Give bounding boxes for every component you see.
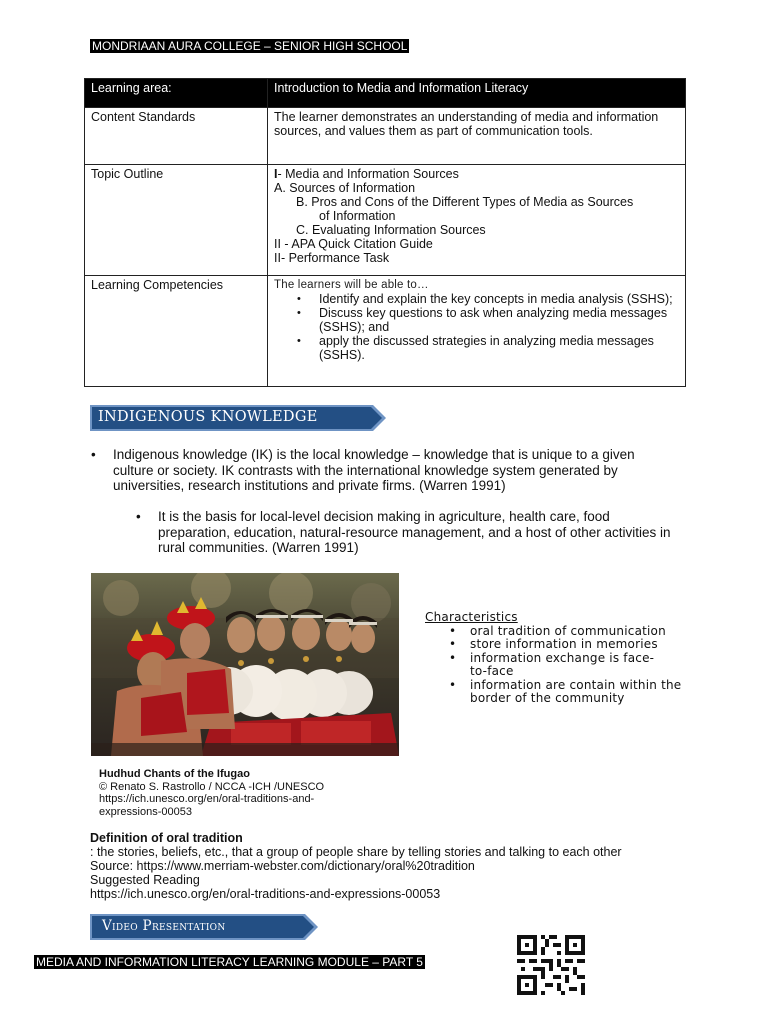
topic-line-5: II - APA Quick Citation Guide xyxy=(274,237,433,251)
caption-credit: © Renato S. Rastrollo / NCCA -ICH /UNESCO xyxy=(99,780,325,793)
competency-text: apply the discussed strategies in analyzing media messages (SSHS). xyxy=(319,334,654,362)
list-item xyxy=(425,679,700,706)
bullet-icon: • xyxy=(449,623,457,638)
bullet-icon: • xyxy=(449,650,457,665)
bullet-icon: • xyxy=(136,509,141,524)
ik-sub-paragraph-text: It is the basis for local-level decision making in agriculture, health care, food preparation, education, natural-resource management, and a host of other activities in rural communities. (Warren 1991) xyxy=(158,509,671,555)
topic-line-6: II- Performance Task xyxy=(274,251,390,265)
characteristic-text: information exchange is face-to-face xyxy=(470,650,655,678)
bullet-icon: • xyxy=(449,677,457,692)
video-presentation-banner xyxy=(90,914,319,940)
definition-text: : the stories, beliefs, etc., that a group of people share by telling stories and talking to each other xyxy=(90,845,622,859)
bullet-icon: • xyxy=(297,307,301,319)
definition-title: Definition of oral tradition xyxy=(90,831,243,845)
photo-caption xyxy=(99,768,369,818)
competencies-intro: The learners will be able to… xyxy=(274,279,429,291)
list-item xyxy=(274,334,679,362)
table-row-learning-area xyxy=(85,79,686,108)
competencies-cell xyxy=(268,276,686,387)
content-standards-value: The learner demonstrates an understanding of media and information sources, and values them as part of communication tools. xyxy=(268,108,686,165)
suggested-reading-link[interactable]: https://ich.unesco.org/en/oral-traditions-and-expressions-00053 xyxy=(90,887,441,901)
suggested-reading-label: Suggested Reading xyxy=(90,873,200,887)
characteristic-text: oral tradition of communication xyxy=(470,623,666,638)
topic-outline-label: Topic Outline xyxy=(85,165,268,276)
competencies-label: Learning Competencies xyxy=(85,276,268,387)
list-item xyxy=(425,652,660,679)
list-item xyxy=(274,306,679,334)
qr-code-icon[interactable] xyxy=(517,935,585,995)
school-header: MONDRIAAN AURA COLLEGE – SENIOR HIGH SCHOOL xyxy=(92,39,408,53)
topic-line-3: B. Pros and Cons of the Different Types of Media as Sources xyxy=(296,195,634,209)
list-item xyxy=(425,638,705,652)
list-item xyxy=(425,625,705,639)
content-standards-label: Content Standards xyxy=(85,108,268,165)
characteristics-list xyxy=(425,625,705,706)
ik-paragraph xyxy=(91,447,673,494)
table-row-topic-outline xyxy=(85,165,686,276)
table-row-content-standards xyxy=(85,108,686,165)
bullet-icon: • xyxy=(297,335,301,347)
characteristics-title: Characteristics xyxy=(425,610,518,624)
bullet-icon: • xyxy=(449,637,457,651)
competencies-list xyxy=(274,292,679,362)
competency-text: Identify and explain the key concepts in media analysis (SSHS); xyxy=(319,292,673,306)
bullet-icon: • xyxy=(91,447,96,462)
topic-line-1-text: - Media and Information Sources xyxy=(277,167,459,181)
definition-block xyxy=(90,831,690,901)
topic-outline-cell xyxy=(268,165,686,276)
characteristics-block xyxy=(425,611,705,706)
topic-line-1 xyxy=(274,167,679,181)
learning-area-value: Introduction to Media and Information Literacy xyxy=(268,79,686,108)
topic-line-3b: of Information xyxy=(319,209,396,223)
section-title: Video Presentation xyxy=(102,918,226,934)
hudhud-chanters-photo xyxy=(91,573,399,756)
section-title: INDIGENOUS KNOWLEDGE xyxy=(98,409,318,425)
ik-paragraph-text: Indigenous knowledge (IK) is the local knowledge – knowledge that is unique to a given culture or society. IK contrasts with the international knowledge system generated by universities, research institutions and private firms. (Warren 1991) xyxy=(113,447,635,493)
table-row-competencies xyxy=(85,276,686,387)
caption-link[interactable]: https://ich.unesco.org/en/oral-traditions-and-expressions-00053 xyxy=(99,793,315,818)
bullet-icon: • xyxy=(297,293,301,305)
characteristic-text: information are contain within the border of the community xyxy=(470,677,682,705)
topic-roman-numeral: I xyxy=(274,167,278,181)
module-footer: MEDIA AND INFORMATION LITERACY LEARNING MODULE – PART 5 xyxy=(36,955,423,969)
topic-line-4: C. Evaluating Information Sources xyxy=(296,223,486,237)
indigenous-knowledge-banner xyxy=(90,405,387,431)
competency-text: Discuss key questions to ask when analyzing media messages (SSHS); and xyxy=(319,306,668,334)
caption-title: Hudhud Chants of the Ifugao xyxy=(99,768,250,780)
characteristic-text: store information in memories xyxy=(470,637,658,651)
list-item xyxy=(274,292,679,306)
ik-sub-paragraph xyxy=(136,509,678,556)
topic-line-2: A. Sources of Information xyxy=(274,181,416,195)
lesson-info-table xyxy=(84,78,686,387)
learning-area-label: Learning area: xyxy=(85,79,268,108)
definition-source[interactable]: Source: https://www.merriam-webster.com/dictionary/oral%20tradition xyxy=(90,859,475,873)
